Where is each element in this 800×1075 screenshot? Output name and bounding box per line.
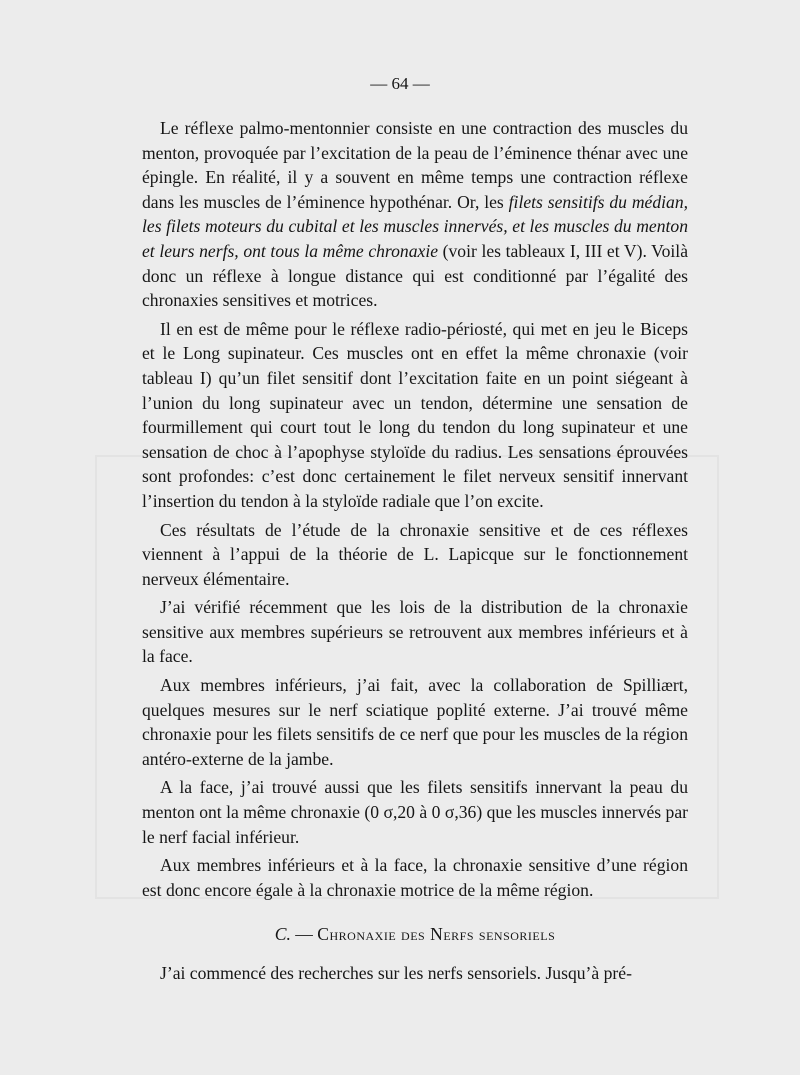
paragraph-spilliaert: Aux membres inférieurs, j’ai fait, avec la collaboration de Spilliært, quelques mesures sur le nerf sciatique poplité externe. J’ai trouvé même chronaxie pour les filets sensitifs de ce nerf que pour les muscles de la région antéro-externe de la jambe. bbox=[142, 675, 688, 769]
section-heading-title: Chronaxie des Nerfs sensoriels bbox=[317, 924, 556, 945]
page-number: — 64 — bbox=[370, 74, 430, 93]
paragraph-lower-limbs-face: J’ai vérifié récemment que les lois de la distribution de la chronaxie sensitive aux membres supérieurs se retrouvent aux membres inférieurs et à la face. bbox=[142, 597, 688, 667]
paragraph-lapicque-theory: Ces résultats de l’étude de la chronaxie sensitive et de ces réflexes viennent à l’appui de la théorie de L. Lapicque sur le fonctionnement nerveux élémentaire. bbox=[142, 519, 688, 589]
section-heading: C. — Chronaxie des Nerfs sensoriels bbox=[274, 924, 556, 945]
paragraph-conclusion: Aux membres inférieurs et à la face, la chronaxie sensitive d’une région est donc encore égale à la chronaxie motrice de la même région. bbox=[142, 855, 688, 900]
body-text bbox=[142, 116, 688, 986]
paragraph-sensory-nerves: J’ai commencé des recherches sur les nerfs sensoriels. Jusqu’à pré- bbox=[160, 963, 632, 983]
italic-emphasis: filets sensitifs du médian, les filets moteurs du cubital et les muscles innervés, et les muscles du menton et leurs nerfs, ont tous la même chronaxie bbox=[142, 191, 689, 261]
section-heading-label: C. bbox=[274, 924, 291, 945]
paragraph-radio-perioste: Il en est de même pour le réflexe radio-périosté, qui met en jeu le Biceps et le Long supinateur. Ces muscles ont en effet la même chronaxie (voir tableau I) qu’un filet sensitif dont l’excitation faite en un point siégeant à l’union du long supinateur avec un tendon, détermine une sensation de fourmillement qui court tout le long du tendon du long supinateur et une sensation de choc à l’apophyse styloïde du radius. Les sensations éprouvées sont profondes: c’est donc certainement le filet nerveux sensitif innervant l’insertion du tendon à la styloïde radiale que l’on excite. bbox=[142, 318, 688, 511]
paragraph-palmo-mentonnier: Le réflexe palmo-mentonnier consiste en une contraction des muscles du menton, provoquée par l’excitation de la peau de l’éminence thénar avec une épingle. En réalité, il y a souvent en même temps une contraction réflexe dans les muscles de l’éminence hypothénar. Or, les filets sensitifs du médian, les filets moteurs du cubital et les muscles innervés, et les muscles du menton et leurs nerfs, ont tous la même chronaxie (voir les tableaux I, III et V). Voilà donc un réflexe à longue distance qui est conditionné par l’égalité des chronaxies sensitives et motrices. bbox=[142, 118, 689, 311]
paragraph-face: A la face, j’ai trouvé aussi que les filets sensitifs innervant la peau du menton ont la même chronaxie (0 σ,20 à 0 σ,36) que les muscles innervés par le nerf facial inférieur. bbox=[142, 777, 688, 847]
